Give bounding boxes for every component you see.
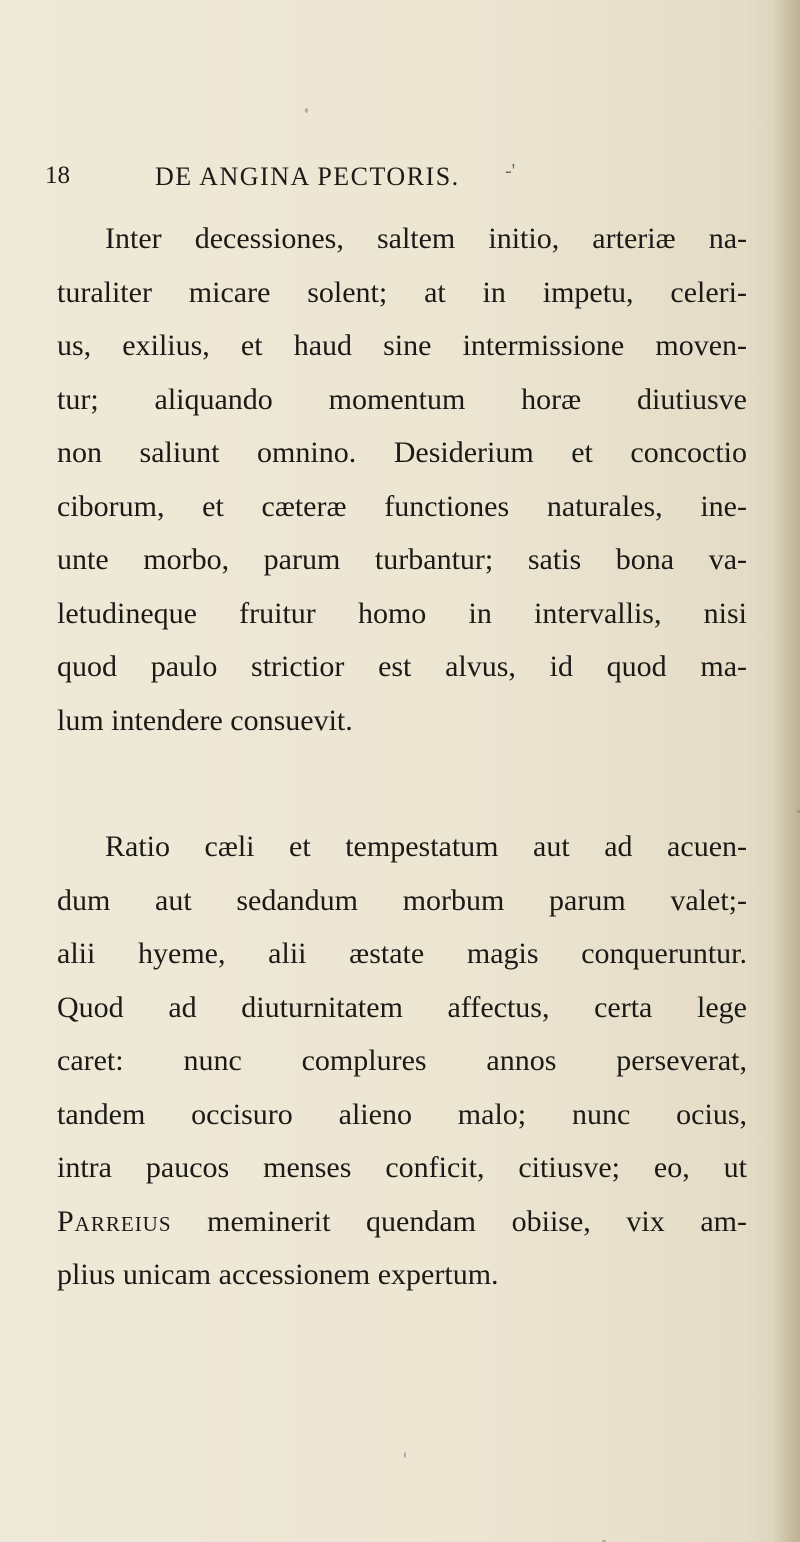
text-line: Inter decessiones, saltem initio, arteriæ na- xyxy=(105,222,747,255)
text-line: us, exilius, et haud sine intermissione moven- xyxy=(57,329,747,362)
text-line: Ratio cæli et tempestatum aut ad acuen- xyxy=(105,830,747,863)
page-edge-shadow xyxy=(772,0,800,1542)
paragraph-1 xyxy=(57,212,747,747)
running-title: DE ANGINA PECTORIS. xyxy=(155,162,460,191)
text-line: Quod ad diuturnitatem affectus, certa lege xyxy=(57,990,747,1024)
text-line: letudineque fruitur homo in intervallis, nisi xyxy=(57,596,747,630)
text-line: lum intendere consuevit. xyxy=(57,703,353,737)
running-header xyxy=(45,162,745,202)
text-line: non saliunt omnino. Desiderium et concoctio xyxy=(57,436,747,469)
text-line: turaliter micare solent; at in impetu, celeri- xyxy=(57,275,747,309)
body-text xyxy=(57,212,747,1302)
text-line: alii hyeme, alii æstate magis conqueruntur. xyxy=(57,937,747,970)
page-number: 18 xyxy=(45,162,70,189)
text-line: tandem occisuro alieno malo; nunc ocius, xyxy=(57,1097,747,1131)
text-line: ciborum, et cæteræ functiones naturales, ine- xyxy=(57,489,747,523)
paper-speck xyxy=(404,1452,406,1458)
author-name: Parreius xyxy=(57,1204,172,1238)
paragraph-2 xyxy=(57,820,747,1302)
text-fragment: meminerit quendam obiise, vix am- xyxy=(171,1204,747,1238)
paragraph-gap xyxy=(57,747,747,820)
text-line: tur; aliquando momentum horæ diutiusve xyxy=(57,382,747,416)
text-line: dum aut sedandum morbum parum valet;- xyxy=(57,883,747,917)
text-line xyxy=(57,1195,747,1249)
text-line: caret: nunc complures annos perseverat, xyxy=(57,1044,747,1077)
text-line: plius unicam accessionem expertum. xyxy=(57,1258,499,1291)
text-line: unte morbo, parum turbantur; satis bona va- xyxy=(57,543,747,576)
paper-speck xyxy=(305,108,308,113)
text-line: quod paulo strictior est alvus, id quod ma- xyxy=(57,650,747,683)
text-line: intra paucos menses conficit, citiusve; eo, ut xyxy=(57,1151,747,1184)
header-mark: -' xyxy=(505,160,516,182)
